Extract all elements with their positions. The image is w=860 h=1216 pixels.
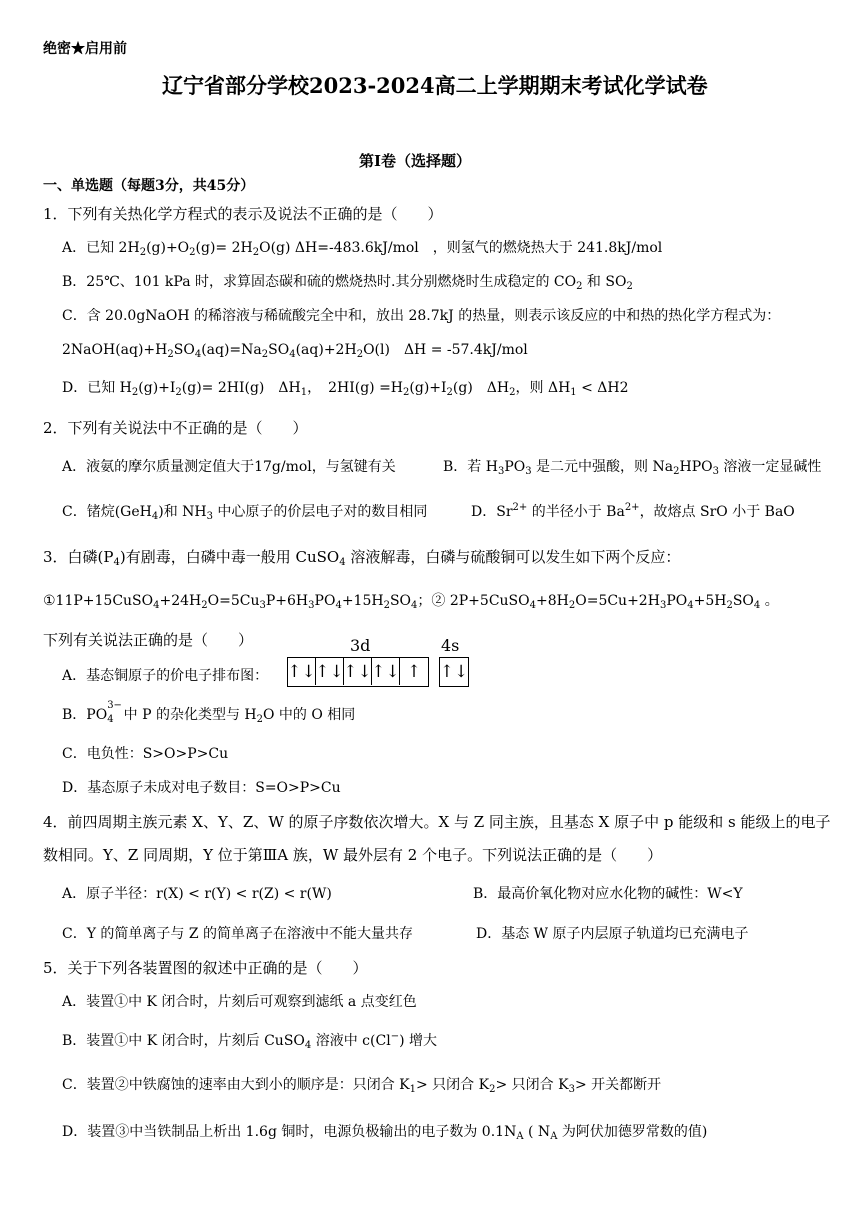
text-segment: ( N — [523, 1124, 551, 1140]
text-segment: 是二元中强酸，则 Na — [531, 459, 674, 475]
text-segment: ，故熔点 SrO 小于 BaO — [639, 504, 795, 520]
text-segment: < ΔH — [576, 380, 620, 396]
text-segment: 4 — [113, 557, 120, 568]
q1-option-c-equation — [62, 339, 528, 360]
text-segment: D．Sr — [471, 504, 513, 520]
text-segment: 4 — [151, 511, 159, 522]
text-segment: (aq)=Na — [201, 342, 262, 358]
text-segment: PO — [666, 593, 688, 609]
text-segment: +15H — [341, 593, 384, 609]
text-segment: O=5Cu — [207, 593, 260, 609]
text-segment: O(l) ΔH = -57.4kJ/mol — [363, 342, 528, 358]
q5-option-c — [62, 1074, 661, 1095]
text-segment: 溶液一定显碱性 — [718, 459, 822, 475]
text-segment: − — [390, 1031, 400, 1042]
orbital-3d-box-3: ↑↓ — [344, 658, 372, 685]
text-segment: 中心原子的价层电子对的数目相同 — [212, 504, 428, 520]
text-segment: 溶液中 c(Cl — [311, 1033, 391, 1049]
orbital-3d-diagram — [287, 657, 429, 687]
q1-option-c: C．含 20.0gNaOH 的稀溶液与稀硫酸完全中和，放出 28.7kJ 的热量，则表示该反应的中和热的热化学方程式为： — [62, 308, 781, 324]
exam-title: 辽宁省部分学校2023-2024高二上学期期末考试化学试卷 — [162, 73, 708, 98]
text-segment: B．若 H — [443, 459, 498, 475]
text-segment: 2 — [383, 600, 390, 611]
q3-reactions — [43, 590, 779, 611]
text-segment: 溶液解毒，白磷与硫酸铜可以发生如下两个反应： — [345, 548, 681, 566]
q1-option-a — [62, 237, 662, 258]
q1-option-b — [62, 271, 633, 292]
q4-option-d: D．基态 W 原子内层原子轨道均已充满电子 — [476, 926, 749, 942]
text-segment: 2 — [489, 1084, 496, 1095]
q3-option-d: D．基态原子未成对电子数目：S=O>P>Cu — [62, 780, 341, 796]
text-segment: 3 — [497, 466, 505, 477]
text-segment: 2 — [619, 380, 629, 396]
text-segment: 2 — [139, 247, 147, 258]
text-segment: ， 2HI(g) =H — [307, 380, 404, 396]
text-segment: > 只闭合 K — [416, 1077, 490, 1093]
text-segment: 3 — [659, 600, 667, 611]
text-segment: 2 — [673, 466, 680, 477]
text-segment: O=5Cu+2H — [575, 593, 660, 609]
text-segment: ；② 2P+5CuSO — [417, 593, 530, 609]
text-segment: 2 — [131, 387, 139, 398]
q2-option-b — [443, 456, 821, 477]
q1-stem: 1．下列有关热化学方程式的表示及说法不正确的是（ ） — [43, 205, 443, 223]
text-segment: +8H — [536, 593, 569, 609]
text-segment: 4 — [335, 600, 342, 611]
text-segment: 3 — [308, 600, 315, 611]
text-segment: 2 — [626, 281, 633, 292]
text-segment: 3 — [568, 1084, 575, 1095]
text-segment: 4 — [194, 349, 202, 360]
text-segment: +24H — [159, 593, 202, 609]
text-segment: PO — [314, 593, 336, 609]
q5-stem: 5．关于下列各装置图的叙述中正确的是（ ） — [43, 959, 368, 977]
text-segment: C．锗烷(GeH — [62, 504, 152, 520]
volume-title: 第Ⅰ卷（选择题） — [359, 152, 472, 170]
text-segment: 3 — [712, 466, 719, 477]
text-segment: 3 — [206, 511, 213, 522]
q5-option-d — [62, 1121, 707, 1142]
text-segment: 2 — [446, 387, 453, 398]
text-segment: A．已知 2H — [62, 240, 140, 256]
text-segment: 1 — [409, 1084, 416, 1095]
text-segment: B．装置①中 K 闭合时，片刻后 CuSO — [62, 1033, 305, 1049]
q5-option-a: A．装置①中 K 闭合时，片刻后可观察到滤纸 a 点变红色 — [62, 994, 417, 1010]
q4-option-b: B．最高价氧化物对应水化物的碱性：W<Y — [473, 886, 743, 902]
text-segment: 4 — [153, 600, 160, 611]
text-segment: )和 NH — [158, 504, 207, 520]
text-segment: 为阿伏加德罗常数的值) — [557, 1124, 708, 1140]
text-segment: (g)+O — [146, 240, 190, 256]
secret-label: 绝密★启用前 — [43, 41, 127, 57]
text-segment: ) 增大 — [399, 1033, 437, 1049]
text-segment: (g)+I — [409, 380, 447, 396]
text-segment: SO — [268, 342, 290, 358]
text-segment: SO — [173, 342, 195, 358]
text-segment: 2NaOH(aq)+H — [62, 342, 168, 358]
orbital-3d-box-1: ↑↓ — [288, 658, 316, 685]
q4-option-c: C．Y 的简单离子与 Z 的简单离子在溶液中不能大量共存 — [62, 926, 414, 942]
orbital-4s-box: ↑↓ — [439, 661, 469, 682]
text-segment: 2 — [726, 600, 733, 611]
text-segment: (aq)+2H — [295, 342, 357, 358]
text-segment: 2 — [568, 600, 576, 611]
text-segment: 1 — [300, 387, 308, 398]
text-segment: 2 — [167, 349, 174, 360]
text-segment: ①11P+15CuSO — [43, 593, 154, 609]
text-segment: SO — [732, 593, 754, 609]
q4-stem-line2: 数相同。Y、Z 同周期，Y 位于第ⅢA 族，W 最外层有 2 个电子。下列说法正确的是（ ） — [43, 846, 663, 864]
q4-stem-line1: 4．前四周期主族元素 X、Y、Z、W 的原子序数依次增大。X 与 Z 同主族，且基态 X 原子中 p 能级和 s 能级上的电子 — [43, 813, 831, 831]
text-segment: )有剧毒，白磷中毒一般用 CuSO — [119, 548, 340, 566]
text-segment: 。 — [760, 593, 779, 609]
text-segment: D．装置③中当铁制品上析出 1.6g 铜时，电源负极输出的电子数为 0.1N — [62, 1124, 517, 1140]
text-segment: 4 — [339, 557, 346, 568]
text-segment: 2+ — [512, 502, 528, 513]
text-segment: 2 — [189, 247, 196, 258]
q3-option-b: B．PO 3− 4 中 P 的杂化类型与 $H_2O$ 中的 O 相同 — [62, 700, 356, 725]
text-segment: 2 — [201, 600, 208, 611]
section-title: 一、单选题（每题3分，共45分） — [43, 178, 255, 194]
q5-option-b — [62, 1030, 437, 1051]
text-segment: D．已知 H — [62, 380, 132, 396]
text-segment: 3 — [525, 466, 532, 477]
text-segment: 4 — [687, 600, 694, 611]
text-segment: > 只闭合 K — [495, 1077, 569, 1093]
q3-question: 下列有关说法正确的是（ ） — [43, 631, 254, 649]
text-segment: B．25℃、101 kPa 时，求算固态碳和硫的燃烧热时.其分别燃烧时生成稳定的 CO — [62, 274, 577, 290]
text-segment: (g)= 2HI(g) ΔH — [181, 380, 301, 396]
q2-option-a: A．液氨的摩尔质量测定值大于17g/mol，与氢键有关 — [62, 459, 396, 475]
q4-option-a: A．原子半径：r(X) < r(Y) < r(Z) < r(W) — [62, 886, 332, 902]
text-segment: > 开关都断开 — [574, 1077, 662, 1093]
text-segment: 1 — [570, 387, 577, 398]
text-segment: 3．白磷(P — [43, 548, 114, 566]
q3-stem — [43, 546, 680, 568]
text-segment: SO — [389, 593, 412, 609]
text-segment: PO — [504, 459, 526, 475]
orbital-3d-label: 3d — [350, 636, 371, 655]
text-segment: C．装置②中铁腐蚀的速率由大到小的顺序是：只闭合 K — [62, 1077, 410, 1093]
text-segment: A — [550, 1131, 558, 1142]
text-segment: 和 SO — [582, 274, 627, 290]
text-segment: 4 — [411, 600, 418, 611]
text-segment: 4 — [304, 1040, 312, 1051]
text-segment: 2 — [356, 349, 364, 360]
q1-option-d — [62, 377, 629, 398]
text-segment: 2 — [252, 247, 260, 258]
q2-stem: 2．下列有关说法中不正确的是（ ） — [43, 419, 308, 437]
q2-option-c — [62, 501, 427, 522]
text-segment: 2 — [403, 387, 410, 398]
text-segment: ，则 ΔH — [515, 380, 571, 396]
text-segment: 2 — [175, 387, 182, 398]
text-segment: 2+ — [624, 502, 640, 513]
text-segment: 4 — [289, 349, 296, 360]
orbital-3d-box-2: ↑↓ — [316, 658, 344, 685]
text-segment: P+6H — [265, 593, 309, 609]
text-segment: 2 — [576, 281, 583, 292]
text-segment: A — [516, 1131, 524, 1142]
text-segment: 的半径小于 Ba — [527, 504, 625, 520]
text-segment: O(g) ΔH=-483.6kJ/mol ，则氢气的燃烧热大于 241.8kJ/mol — [259, 240, 663, 256]
q2-option-d — [471, 501, 795, 521]
text-segment: (g) ΔH — [452, 380, 510, 396]
orbital-4s-label: 4s — [441, 636, 460, 655]
text-segment: 4 — [753, 600, 761, 611]
text-segment: 4 — [529, 600, 536, 611]
orbital-3d-box-4: ↑↓ — [372, 658, 400, 685]
q3-option-a: A．基态铜原子的价电子排布图： — [62, 668, 269, 684]
text-segment: (g)+I — [138, 380, 176, 396]
text-segment: 3 — [259, 600, 266, 611]
text-segment: 2 — [261, 349, 269, 360]
text-segment: HPO — [679, 459, 713, 475]
text-segment: 2 — [509, 387, 516, 398]
orbital-3d-box-5: ↑ — [406, 661, 422, 682]
text-segment: +5H — [693, 593, 727, 609]
orbital-4s-diagram — [439, 657, 469, 687]
text-segment: (g)= 2H — [195, 240, 253, 256]
q3-option-c: C．电负性：S>O>P>Cu — [62, 746, 229, 762]
